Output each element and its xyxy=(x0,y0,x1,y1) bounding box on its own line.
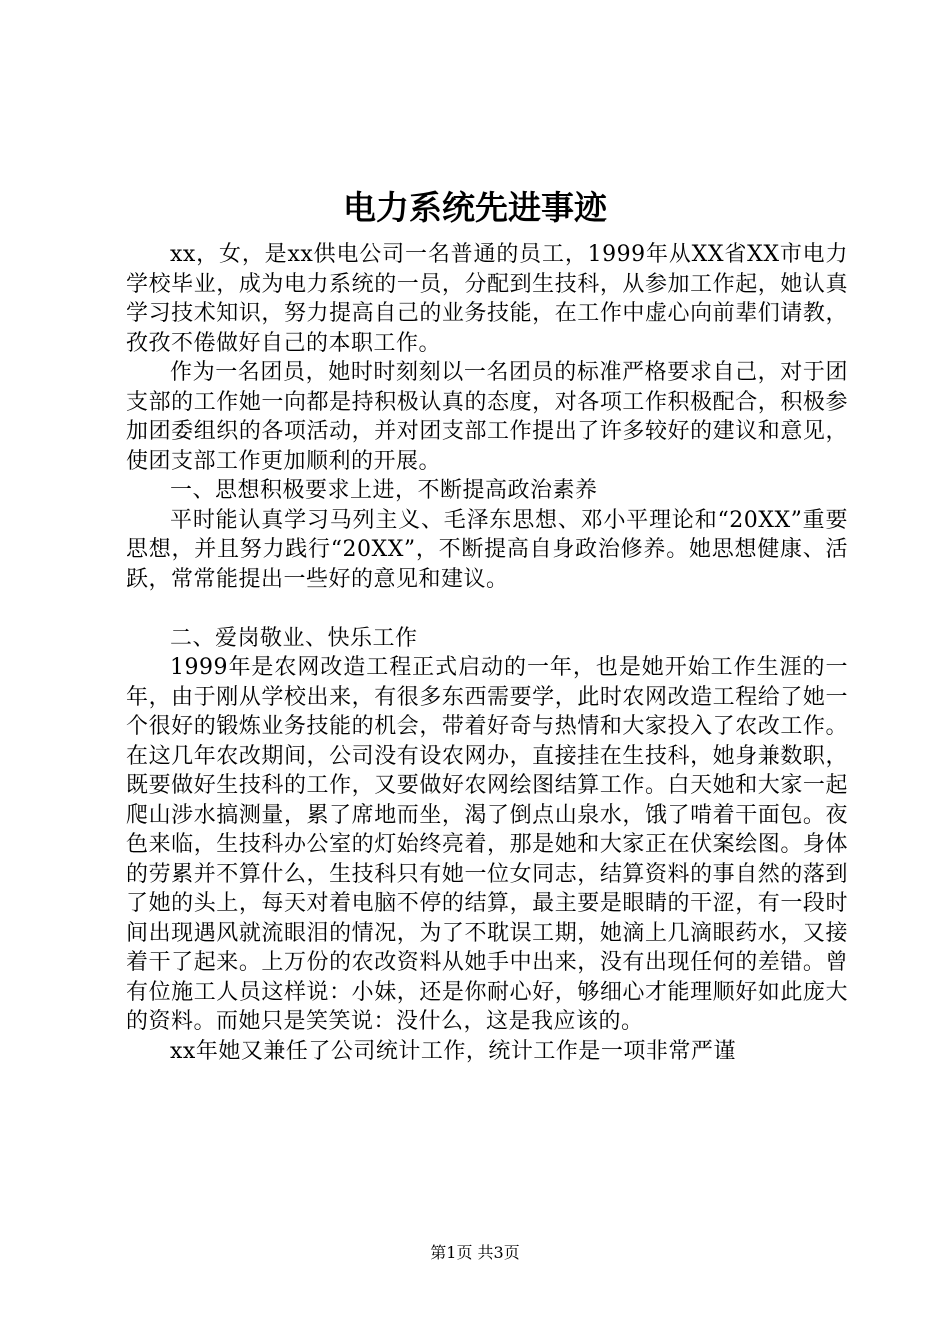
paragraph-league-member: 作为一名团员，她时时刻刻以一名团员的标准严格要求自己，对于团支部的工作她一向都是持积极认真的态度，对各项工作积极配合，积极参加团委组织的各项活动，并对团支部工作提出了许多较好的建议和意见，使团支部工作更加顺利的开展。 xyxy=(126,360,848,474)
document-body xyxy=(126,240,848,1066)
paragraph-statistics: xx年她又兼任了公司统计工作，统计工作是一项非常严谨 xyxy=(170,1038,736,1064)
page-footer: 第1页 共3页 xyxy=(430,1243,520,1262)
section-heading-1: 一、思想积极要求上进，不断提高政治素养 xyxy=(170,478,598,503)
paragraph-intro: xx，女，是xx供电公司一名普通的员工，1999年从XX省XX市电力学校毕业，成为电力系统的一员，分配到生技科，从参加工作起，她认真学习技术知识，努力提高自己的业务技能，在工作中虚心向前辈们请教，孜孜不倦做好自己的本职工作。 xyxy=(126,242,848,356)
paragraph-rural-grid: 1999年是农网改造工程正式启动的一年，也是她开始工作生涯的一年，由于刚从学校出来，有很多东西需要学，此时农网改造工程给了她一个很好的锻炼业务技能的机会，带着好奇与热情和大家投入了农改工作。在这几年农改期间，公司没有设农网办，直接挂在生技科，她身兼数职，既要做好生技科的工作，又要做好农网绘图结算工作。白天她和大家一起爬山涉水搞测量，累了席地而坐，渴了倒点山泉水，饿了啃着干面包。夜色来临，生技科办公室的灯始终亮着，那是她和大家正在伏案绘图。身体的劳累并不算什么，生技科只有她一位女同志，结算资料的事自然的落到了她的头上，每天对着电脑不停的结算，最主要是眼睛的干涩，有一段时间出现遇风就流眼泪的情况，为了不耽误工期，她滴上几滴眼药水，又接着干了起来。上万份的农改资料从她手中出来，没有出现任何的差错。曾有位施工人员这样说：小妹，还是你耐心好，够细心才能理顺好如此庞大的资料。而她只是笑笑说：没什么，这是我应该的。 xyxy=(126,655,848,1034)
page-title: 电力系统先进事迹 xyxy=(343,188,607,227)
section-heading-2: 二、爱岗敬业、快乐工作 xyxy=(170,625,418,651)
paragraph-political-study: 平时能认真学习马列主义、毛泽东思想、邓小平理论和“20XX”重要思想，并且努力践行“20XX”，不断提高自身政治修养。她思想健康、活跃，常常能提出一些好的意见和建议。 xyxy=(126,507,848,592)
blank-line xyxy=(126,594,848,624)
